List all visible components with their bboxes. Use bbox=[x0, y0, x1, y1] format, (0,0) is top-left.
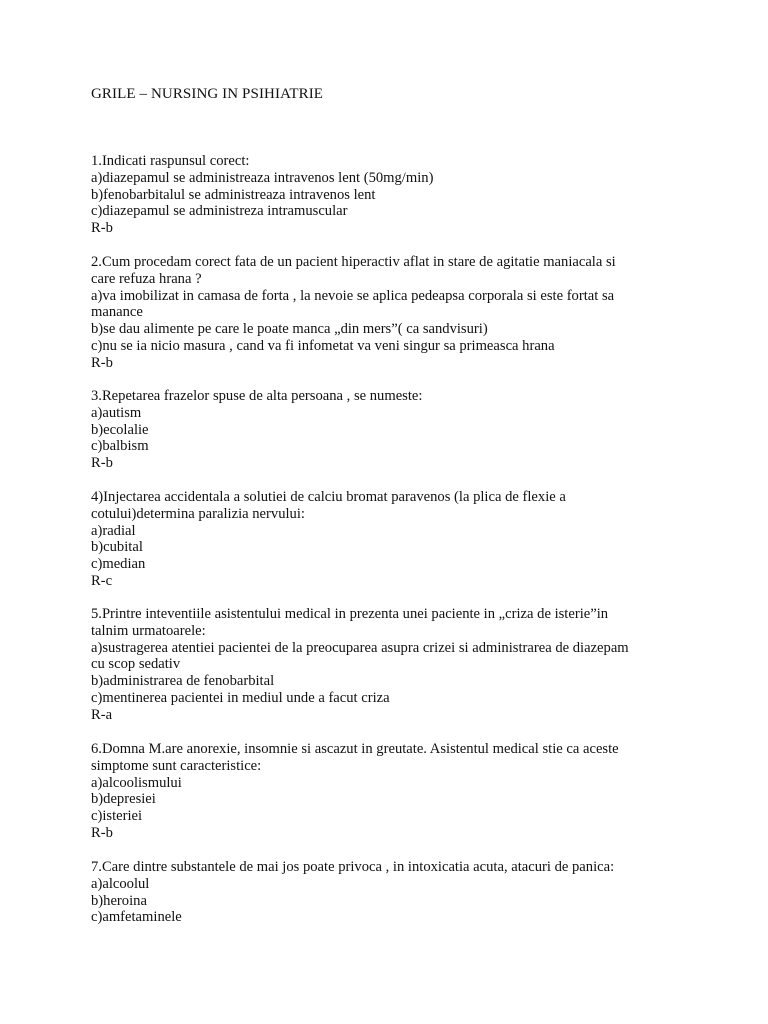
question-5-line-3: a)sustragerea atentiei pacientei de la preocuparea asupra crizei si administrarea de diazepam bbox=[91, 639, 629, 656]
question-3-answer: R-b bbox=[91, 455, 113, 472]
question-2-line-6: c)nu se ia nicio masura , cand va fi infometat va veni singur sa primeasca hrana bbox=[91, 337, 555, 354]
question-2-line-2: care refuza hrana ? bbox=[91, 270, 202, 287]
question-4-line-2: cotului)determina paralizia nervului: bbox=[91, 505, 305, 522]
question-1-line-3: b)fenobarbitalul se administreaza intravenos lent bbox=[91, 186, 376, 203]
question-3-line-3: b)ecolalie bbox=[91, 421, 149, 438]
question-2-line-5: b)se dau alimente pe care le poate manca „din mers”( ca sandvisuri) bbox=[91, 321, 488, 338]
question-6-line-2: simptome sunt caracteristice: bbox=[91, 757, 262, 774]
question-5-line-6: c)mentinerea pacientei in mediul unde a facut criza bbox=[91, 689, 390, 706]
question-1 bbox=[91, 153, 691, 237]
question-6-line-1: 6.Domna M.are anorexie, insomnie si ascazut in greutate. Asistentul medical stie ca aceste bbox=[91, 741, 619, 757]
question-7 bbox=[91, 859, 691, 926]
question-4-line-3: a)radial bbox=[91, 522, 136, 539]
question-4 bbox=[91, 489, 691, 590]
question-5-answer: R-a bbox=[91, 706, 113, 723]
question-2 bbox=[91, 254, 691, 372]
question-4-line-4: b)cubital bbox=[91, 539, 143, 556]
question-4-answer: R-c bbox=[91, 572, 113, 589]
question-7-line-3: b)heroina bbox=[91, 892, 147, 909]
question-2-answer: R-b bbox=[91, 354, 113, 371]
question-7-line-1: 7.Care dintre substantele de mai jos poate privoca , in intoxicatia acuta, atacuri de panica: bbox=[91, 859, 615, 875]
question-3 bbox=[91, 388, 691, 472]
question-2-line-1: 2.Cum procedam corect fata de un pacient hiperactiv aflat in stare de agitatie maniacala si bbox=[91, 254, 616, 270]
question-1-answer: R-b bbox=[91, 220, 113, 237]
question-3-line-1: 3.Repetarea frazelor spuse de alta persoana , se numeste: bbox=[91, 388, 423, 404]
question-6-line-4: b)depresiei bbox=[91, 791, 156, 808]
question-3-line-4: c)balbism bbox=[91, 438, 149, 455]
question-6 bbox=[91, 741, 691, 842]
question-5-line-4: cu scop sedativ bbox=[91, 656, 181, 673]
question-6-line-3: a)alcoolismului bbox=[91, 774, 182, 791]
question-7-line-4: c)amfetaminele bbox=[91, 909, 182, 926]
question-4-line-5: c)median bbox=[91, 556, 146, 573]
question-5 bbox=[91, 606, 691, 724]
question-6-line-5: c)isteriei bbox=[91, 808, 143, 825]
question-4-line-1: 4)Injectarea accidentala a solutiei de calciu bromat paravenos (la plica de flexie a bbox=[91, 489, 566, 505]
question-6-answer: R-b bbox=[91, 824, 113, 841]
question-2-line-4: manance bbox=[91, 304, 143, 321]
question-5-line-2: talnim urmatoarele: bbox=[91, 622, 206, 639]
document-title: GRILE – NURSING IN PSIHIATRIE bbox=[91, 86, 324, 102]
question-5-line-1: 5.Printre inteventiile asistentului medical in prezenta unei paciente in „criza de isterie”in bbox=[91, 606, 609, 622]
question-7-line-2: a)alcoolul bbox=[91, 875, 150, 892]
question-3-line-2: a)autism bbox=[91, 404, 142, 421]
question-1-line-2: a)diazepamul se administreaza intravenos lent (50mg/min) bbox=[91, 169, 434, 186]
question-5-line-5: b)administrarea de fenobarbital bbox=[91, 673, 275, 690]
question-1-line-4: c)diazepamul se administreza intramuscular bbox=[91, 203, 348, 220]
question-2-line-3: a)va imobilizat in camasa de forta , la nevoie se aplica pedeapsa corporala si este fortat sa bbox=[91, 287, 615, 304]
question-1-line-1: 1.Indicati raspunsul corect: bbox=[91, 153, 250, 169]
